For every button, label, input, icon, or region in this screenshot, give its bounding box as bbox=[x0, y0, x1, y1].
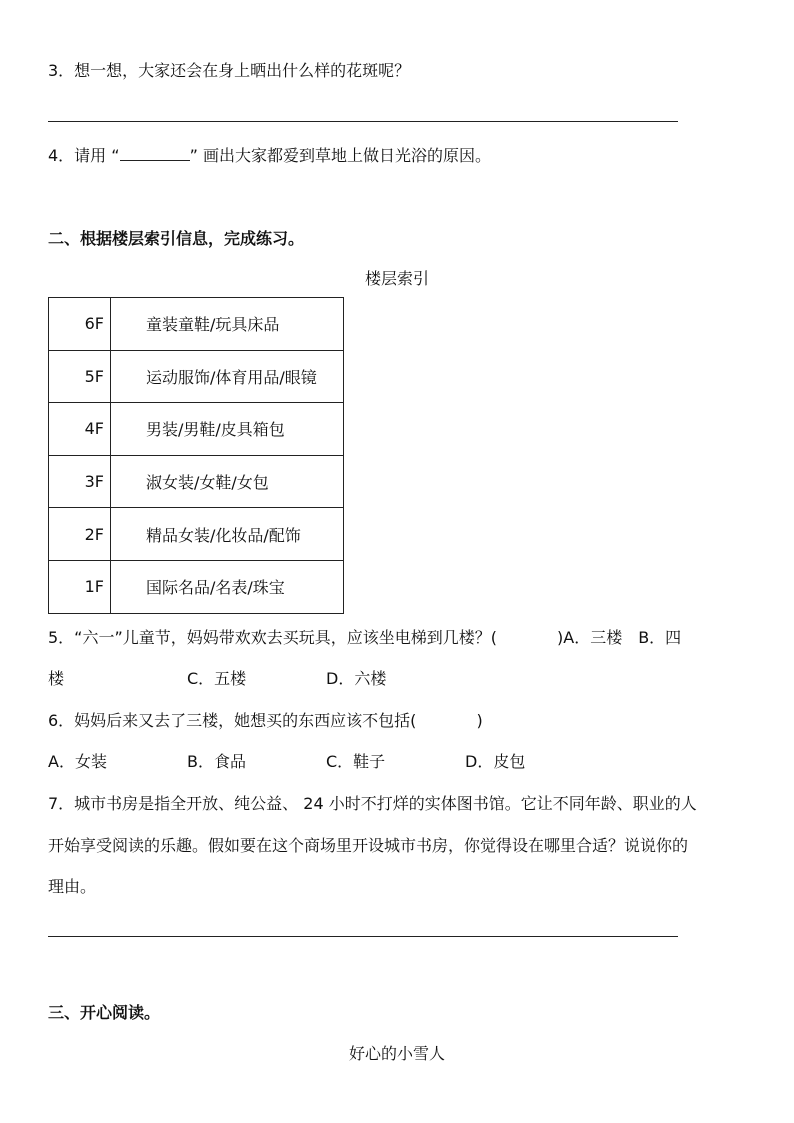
question-4 bbox=[48, 146, 491, 166]
question-3: 3．想一想，大家还会在身上晒出什么样的花斑呢？ bbox=[48, 61, 411, 80]
option-d: D．六楼 bbox=[326, 669, 387, 688]
option-b: B．食品 bbox=[187, 752, 246, 771]
table-title: 楼层索引 bbox=[364, 269, 429, 288]
question-5-options-ab: )A．三楼 B．四 bbox=[557, 628, 682, 647]
question-4-prefix: 4．请用 “ bbox=[48, 146, 120, 165]
question-7-line-1: 7．城市书房是指全开放、纯公益、 24 小时不打烊的实体图书馆。它让不同年龄、职业的人 bbox=[48, 794, 697, 813]
section-3-heading: 三、开心阅读。 bbox=[48, 1003, 161, 1022]
table-row bbox=[49, 508, 344, 561]
question-4-suffix: ” 画出大家都爱到草地上做日光浴的原因。 bbox=[189, 146, 491, 165]
option-d: D．皮包 bbox=[465, 752, 526, 771]
option-a: A．女装 bbox=[48, 752, 107, 771]
floor-cell: 4F bbox=[49, 403, 111, 456]
question-5-line-2 bbox=[48, 669, 386, 689]
floor-desc-cell: 精品女装/化妆品/配饰 bbox=[111, 508, 344, 561]
underline-blank bbox=[120, 146, 190, 161]
question-6-stem: 6．妈妈后来又去了三楼，她想买的东西应该不包括( bbox=[48, 711, 417, 730]
question-6 bbox=[48, 711, 483, 731]
section-2-heading: 二、根据楼层索引信息，完成练习。 bbox=[48, 229, 305, 248]
option-c: C．五楼 bbox=[187, 669, 247, 688]
table-row bbox=[49, 350, 344, 403]
question-6-options bbox=[48, 752, 525, 772]
table-row bbox=[49, 403, 344, 456]
table-row bbox=[49, 455, 344, 508]
floor-desc-cell: 淑女装/女鞋/女包 bbox=[111, 455, 344, 508]
floor-cell: 1F bbox=[49, 560, 111, 613]
floor-desc-cell: 运动服饰/体育用品/眼镜 bbox=[111, 350, 344, 403]
floor-desc-cell: 童装童鞋/玩具床品 bbox=[111, 298, 344, 351]
question-7-line-3: 理由。 bbox=[48, 877, 97, 896]
floor-cell: 2F bbox=[49, 508, 111, 561]
floor-cell: 5F bbox=[49, 350, 111, 403]
question-5-line-1 bbox=[48, 628, 681, 648]
floor-cell: 6F bbox=[49, 298, 111, 351]
floor-index-table bbox=[48, 297, 344, 614]
question-7-line-2: 开始享受阅读的乐趣。假如要在这个商场里开设城市书房，你觉得设在哪里合适？说说你的 bbox=[48, 836, 689, 855]
answer-line-q7 bbox=[48, 936, 678, 937]
table-row bbox=[49, 560, 344, 613]
answer-line-q3 bbox=[48, 121, 678, 122]
floor-desc-cell: 国际名品/名表/珠宝 bbox=[111, 560, 344, 613]
question-5-cont: 楼 bbox=[48, 669, 65, 688]
story-title: 好心的小雪人 bbox=[348, 1044, 445, 1063]
table-row bbox=[49, 298, 344, 351]
question-6-close: ) bbox=[476, 711, 483, 730]
floor-cell: 3F bbox=[49, 455, 111, 508]
question-5-stem: 5．“六一”儿童节，妈妈带欢欢去买玩具，应该坐电梯到几楼？( bbox=[48, 628, 498, 647]
option-c: C．鞋子 bbox=[326, 752, 386, 771]
floor-desc-cell: 男装/男鞋/皮具箱包 bbox=[111, 403, 344, 456]
